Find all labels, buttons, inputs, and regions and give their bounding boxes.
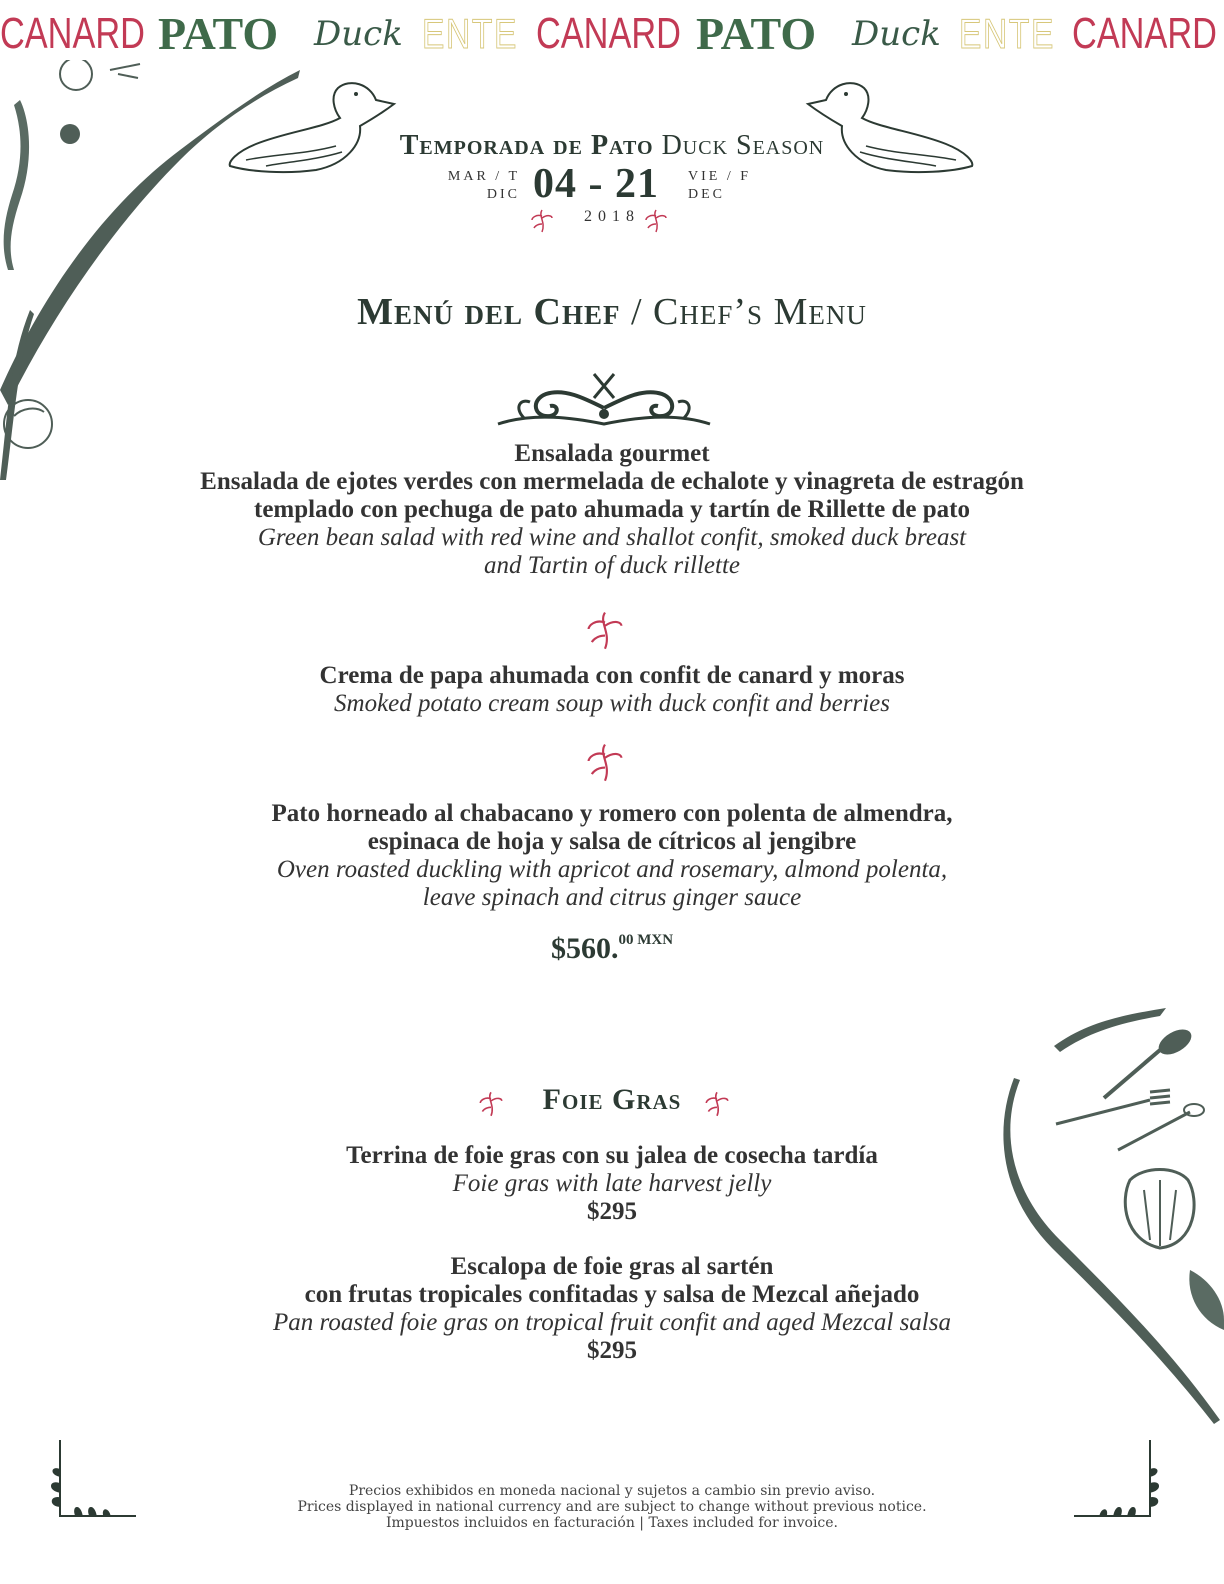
course-salad-desc-en-line2: and Tartin of duck rillette [483, 552, 741, 579]
chef-menu-title [0, 290, 1224, 334]
season-title [0, 130, 1224, 162]
foie-escalope-desc-en: Pan roasted foie gras on tropical fruit confit and aged Mezcal salsa [273, 1309, 951, 1336]
chef-menu-title-es: Menú del Chef [357, 291, 621, 333]
duck-left-illustration [226, 74, 406, 184]
season-title-en: Duck Season [661, 130, 825, 161]
course-duck-main [0, 800, 1224, 912]
chef-menu-title-en: Chef’s Menu [653, 291, 867, 333]
banner-word-ente: ENTE [959, 10, 1056, 57]
course-duck-desc-en-line1: Oven roasted duckling with apricot and rosemary, almond polenta, [276, 856, 948, 883]
foie-gras-escalope [0, 1253, 1224, 1365]
banner-word-ente: ENTE [422, 10, 519, 57]
start-day-label [440, 168, 520, 204]
foie-escalope-price: $295 [587, 1337, 637, 1364]
herb-sprig-icon [702, 1088, 732, 1118]
footer-notes [0, 1483, 1224, 1531]
top-banner [0, 4, 1224, 64]
ornament-utensils-icon [494, 368, 714, 434]
foie-terrine-price: $295 [587, 1198, 637, 1225]
banner-word-duck: Duck [852, 14, 941, 54]
herb-sprig-icon [642, 206, 670, 234]
foie-gras-title: Foie Gras [542, 1083, 682, 1116]
end-day-label [688, 168, 768, 204]
foie-terrine-title-es: Terrina de foie gras con su jalea de cosecha tardía [346, 1142, 878, 1169]
herb-sprig-divider-icon [582, 606, 628, 652]
course-salad-desc-es-line2: templado con pechuga de pato ahumada y tartín de Rillette de pato [254, 496, 970, 523]
banner-word-pato: PATO [158, 8, 279, 59]
foie-gras-terrine [0, 1142, 1224, 1226]
banner-word-pato: PATO [696, 8, 817, 59]
chef-menu-price-cents: 00 MXN [618, 932, 674, 948]
course-soup [0, 662, 1224, 718]
foie-escalope-title-es-line2: con frutas tropicales confitadas y salsa de Mezcal añejado [304, 1281, 920, 1308]
duck-right-illustration [796, 74, 976, 184]
season-year: 2018 [584, 208, 640, 225]
footer-line-taxes: Impuestos incluidos en facturación | Taxes included for invoice. [386, 1515, 838, 1531]
banner-word-duck: Duck [314, 14, 403, 54]
footer-line-prices-en: Prices displayed in national currency and are subject to change without previous notice. [297, 1499, 927, 1515]
course-salad-desc-en-line1: Green bean salad with red wine and shallot confit, smoked duck breast [257, 524, 967, 551]
banner-word-canard: CANARD [0, 9, 145, 58]
season-dates: 04 - 21 [533, 161, 659, 207]
end-day-label-line2: DEC [688, 187, 725, 202]
course-soup-desc-en: Smoked potato cream soup with duck confit and berries [334, 690, 890, 717]
banner-word-canard: CANARD [536, 9, 681, 58]
course-duck-title-es-line2: espinaca de hoja y salsa de cítricos al jengibre [367, 828, 857, 855]
foie-escalope-title-es-line1: Escalopa de foie gras al sartén [450, 1253, 774, 1280]
course-salad-desc-es-line1: Ensalada de ejotes verdes con mermelada de echalote y vinagreta de estragón [200, 468, 1024, 495]
chef-menu-price-amount: $560. [550, 932, 619, 965]
course-salad-title-es: Ensalada gourmet [514, 440, 710, 467]
banner-word-canard: CANARD [1072, 9, 1217, 58]
start-day-label-line1: MAR / T [447, 169, 520, 184]
chef-menu-price [0, 932, 1224, 966]
season-title-es: Temporada de Pato [399, 130, 654, 161]
herb-sprig-divider-icon [582, 738, 628, 784]
start-day-label-line2: DIC [486, 187, 520, 202]
course-duck-title-es-line1: Pato horneado al chabacano y romero con polenta de almendra, [271, 800, 953, 827]
foie-terrine-desc-en: Foie gras with late harvest jelly [452, 1170, 772, 1197]
footer-line-prices-es: Precios exhibidos en moneda nacional y sujetos a cambio sin previo aviso. [348, 1483, 876, 1499]
course-salad [0, 440, 1224, 580]
course-soup-title-es: Crema de papa ahumada con confit de canard y moras [319, 662, 905, 689]
course-duck-desc-en-line2: leave spinach and citrus ginger sauce [422, 884, 802, 911]
end-day-label-line1: VIE / F [688, 169, 751, 184]
chef-menu-title-separator: / [620, 291, 654, 333]
